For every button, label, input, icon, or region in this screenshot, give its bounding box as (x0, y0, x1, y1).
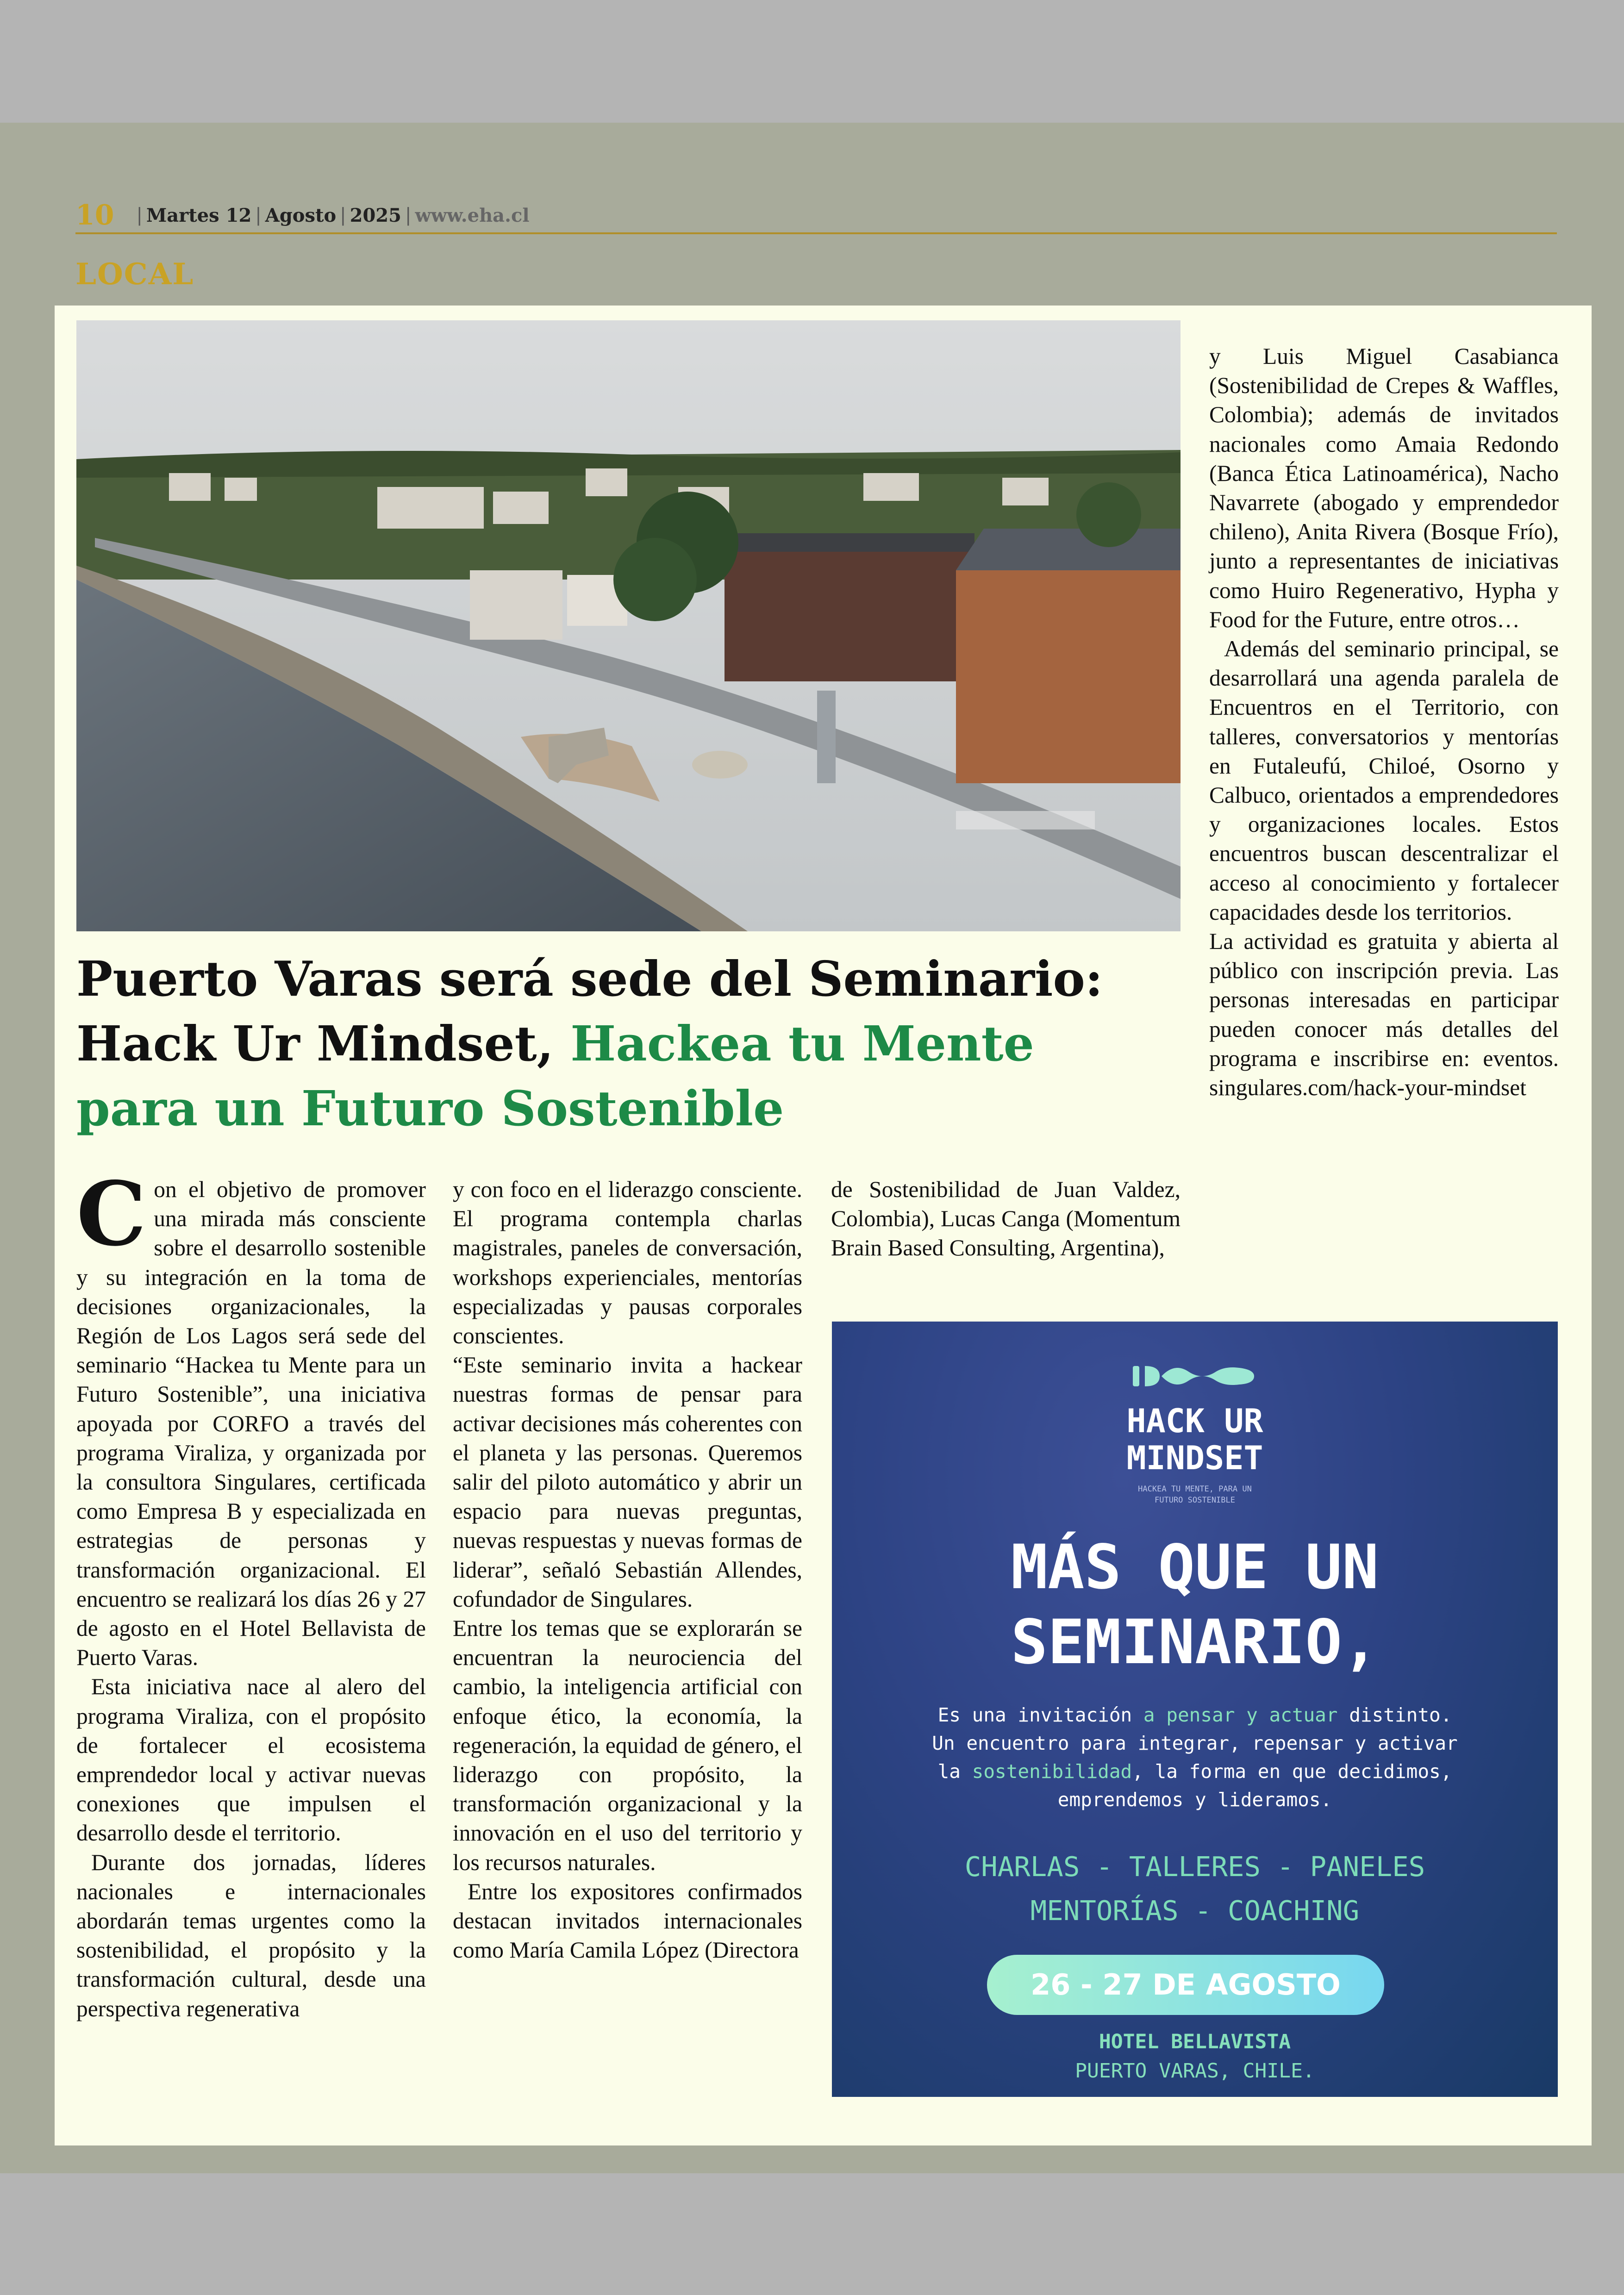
ad-venue (832, 2027, 1558, 2086)
paragraph-6a: Entre los expositores confirmados destacan invitados internacionales como María Camila López (Directora (453, 1878, 802, 1963)
hack-ur-mindset-logo-icon (1133, 1358, 1258, 1395)
ad-brand-line-1: HACK UR (1126, 1402, 1263, 1440)
issue-year: 2025 (350, 204, 401, 226)
article-column-3 (831, 1175, 1181, 1263)
ad-headline-line-2: SEMINARIO, (1011, 1607, 1379, 1678)
paragraph-6c: y Luis Miguel Casabianca (Sostenibilidad de Crepes & Waffles, Colombia); además de invitados nacionales como Amaia Redondo (Banca Ética Latinoamérica), Nacho Navarrete (abogado y emprendedor chileno), Anita Rivera (Bosque Frío), junto a representantes de iniciativas como Huiro Regenerativo, Hypha y Food for the Future, entre otros… (1209, 343, 1559, 632)
paragraph-5: Entre los temas que se explorarán se encuentran la neurociencia del cambio, la inteligencia artificial con enfoque ético, la economía, la regeneración, la equidad de género, el liderazgo con propósito, la transformación organizacional y la innovación en el uso del territorio y los recursos naturales. (453, 1615, 802, 1875)
article-photo (76, 320, 1181, 931)
article-column-1 (76, 1162, 426, 2023)
paragraph-6b: de Sostenibilidad de Juan Valdez, Colombia), Lucas Canga (Momentum Brain Based Consulting, Argentina), (831, 1177, 1181, 1261)
ad-headline-line-1: MÁS QUE UN (1011, 1532, 1379, 1603)
paragraph-intro (76, 1162, 426, 1672)
headline-line-1: Puerto Varas será sede del Seminario: (76, 950, 1103, 1007)
article-column-4 (1209, 342, 1559, 1102)
ad-venue-location: PUERTO VARAS, CHILE. (1075, 2059, 1315, 2083)
headline-line-2-black: Hack Ur Mindset, (76, 1015, 571, 1072)
headline-line-2-green: Hackea tu Mente (570, 1015, 1034, 1072)
event-advertisement (832, 1322, 1558, 2097)
paragraph-2: Esta iniciativa nace al alero del programa Viraliza, con el propósito de fortalecer el ecosistema emprendedor local y activar nuevas conexiones que impulsen el desarrollo desde el territorio. (76, 1674, 426, 1846)
ad-invitation: Es una invitación a pensar y actuar distinto. Un encuentro para integrar, repensar y activar la sostenibilidad, la forma en que decidimos, emprendemos y lideramos. (932, 1704, 1458, 1811)
section-label: LOCAL (75, 257, 194, 292)
page-number: 10 (75, 199, 114, 231)
article-column-2 (453, 1175, 802, 1964)
ad-activities-line-1: CHARLAS - TALLERES - PANELES (964, 1851, 1425, 1883)
folio-bar: 10 | Martes 12 | Agosto | 2025 | www.eha.cl (75, 199, 530, 231)
paragraph-3a: Durante dos jornadas, líderes nacionales e internacionales abordarán temas urgentes como la sostenibilidad, el propósito y la transformación cultural, desde una perspectiva regenerativa (76, 1849, 426, 2021)
website-link[interactable]: www.eha.cl (415, 204, 530, 226)
ad-brand (832, 1403, 1558, 1477)
ad-tagline (832, 1484, 1558, 1506)
article-headline (76, 947, 1197, 1141)
paragraph-3b: y con foco en el liderazgo consciente. El programa contempla charlas magistrales, paneles de conversación, workshops experienciales, mentorías especializadas y pausas corporales conscientes. (453, 1177, 802, 1349)
ad-dates-badge: 26 - 27 DE AGOSTO (987, 1955, 1384, 2015)
aerial-lakefront-photo-icon (76, 320, 1181, 931)
issue-day: Martes 12 (146, 204, 252, 226)
drop-cap: C (76, 1162, 147, 1266)
ad-activities-line-2: MENTORÍAS - COACHING (1030, 1895, 1360, 1927)
paragraph-7: Además del seminario principal, se desarrollará una agenda paralela de Encuentros en el Territorio, con talleres, conversatorios y mentorías en Futaleufú, Chiloé, Osorno y Calbuco, orientados a emprendedores y organizaciones locales. Estos encuentros buscan descentralizar el acceso al conocimiento y fortalecer capacidades desde los territorios. (1209, 636, 1559, 925)
ad-tagline-line-1: HACKEA TU MENTE, PARA UN (1138, 1484, 1252, 1494)
paragraph-1-text: on el objetivo de promover una mirada más consciente sobre el desarrollo sostenible y su integración en la toma de decisiones organizacionales, la Región de Los Lagos será sede del seminario “Hackea tu Mente para un Futuro Sostenible”, una iniciativa apoyada por CORFO a través del programa Viraliza, y organizada por la consultora Singulares, certificada como Empresa B y especializada en estrategias de personas y transformación organizacional. El encuentro se realizará los días 26 y 27 de agosto en el Hotel Bellavista de Puerto Varas. (76, 1177, 426, 1671)
issue-month: Agosto (265, 204, 337, 226)
ad-brand-line-2: MINDSET (1126, 1439, 1263, 1477)
paragraph-8: La actividad es gratuita y abierta al público con inscripción previa. Las personas interesadas en participar pueden conocer más detalles del programa e inscribirse en: eventos. singulares.com/hack-your-mindset (1209, 929, 1559, 1101)
headline-line-3-green: para un Futuro Sostenible (76, 1080, 784, 1137)
ad-activities (832, 1845, 1558, 1933)
ad-headline (832, 1530, 1558, 1680)
paragraph-4: “Este seminario invita a hackear nuestras formas de pensar para activar decisiones más coherentes con el planeta y las personas. Queremos salir del piloto automático y abrir un espacio para nuevas preguntas, nuevas respuestas y nuevas formas de liderar”, señaló Sebastián Allendes, cofundador de Singulares. (453, 1352, 802, 1612)
header-rule (75, 232, 1557, 234)
ad-venue-name: HOTEL BELLAVISTA (1099, 2030, 1291, 2053)
ad-tagline-line-2: FUTURO SOSTENIBLE (1155, 1496, 1235, 1505)
